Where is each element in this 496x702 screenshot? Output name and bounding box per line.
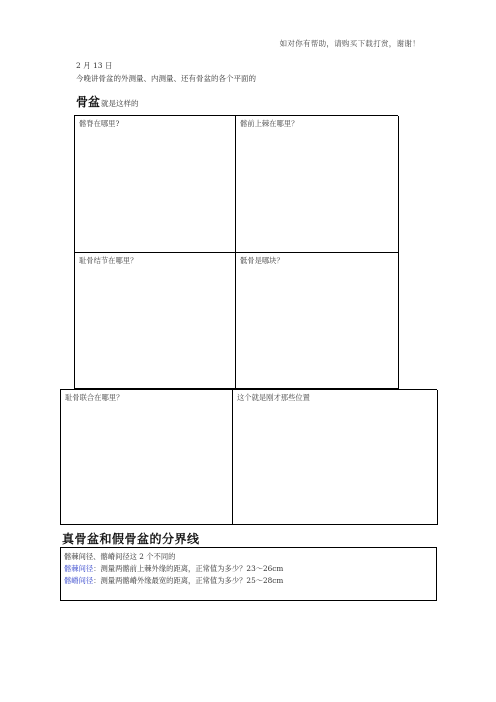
- info-line: [64, 575, 433, 587]
- question-cell: 耻骨联合在哪里？: [61, 390, 233, 525]
- question-cell: 耻骨结节在哪里？: [75, 253, 236, 389]
- question-grid-bottom: [60, 389, 437, 525]
- term-text: ：测量两髂嵴外缘最宽的距离，正常值为多少？25～28cm: [93, 575, 284, 585]
- question-cell: 这个就是刚才那些位置: [233, 390, 438, 525]
- intro-text: 今晚讲骨盆的外测量、内测量、还有骨盆的各个平面的: [76, 74, 256, 83]
- question-cell: 髂前上棘在哪里？: [236, 116, 399, 253]
- pelvis-suffix: 就是这样的: [101, 99, 139, 108]
- info-line: 髂棘间径、髂嵴间径这 2 个不同的: [64, 552, 176, 561]
- info-box: [60, 547, 437, 601]
- section-title: 真骨盆和假骨盆的分界线: [62, 532, 200, 546]
- question-cell: 骶骨是哪块？: [236, 253, 399, 389]
- header-note: 如对你有帮助，请购买下载打赏，谢谢！: [279, 39, 420, 48]
- question-grid-top: [74, 115, 398, 389]
- term-label: 髂棘间径: [64, 563, 94, 573]
- date-text: 2 月 13 日: [76, 61, 113, 70]
- pelvis-heading: [76, 93, 139, 110]
- term-text: ：测量两髂前上棘外缘的距离，正常值为多少？23～26cm: [93, 563, 284, 573]
- pelvis-title: 骨盆: [76, 95, 101, 109]
- term-label: 髂嵴间径: [64, 575, 94, 585]
- question-cell: 髂脊在哪里?: [75, 116, 236, 253]
- info-line: [64, 563, 433, 575]
